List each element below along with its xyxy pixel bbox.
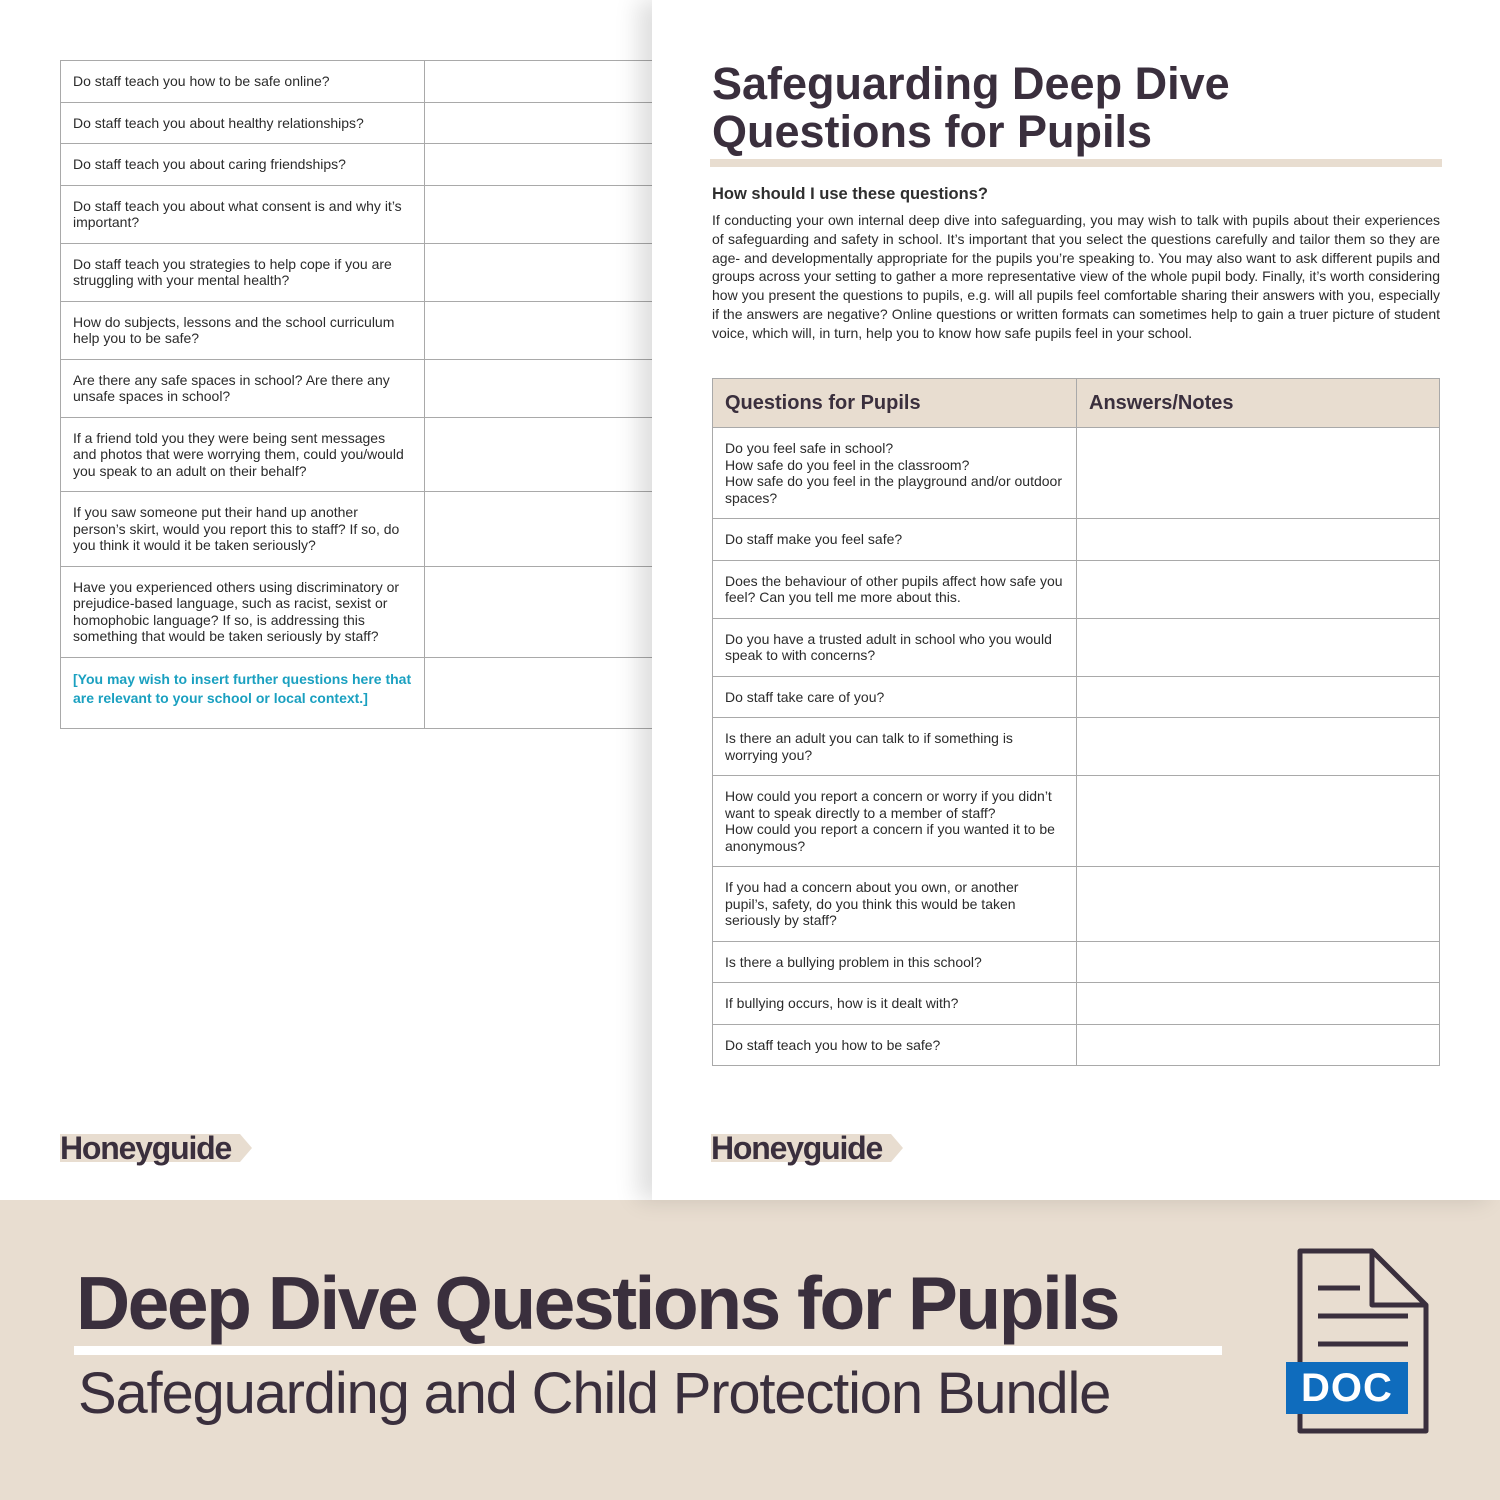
question-cell: Do staff teach you how to be safe online? (61, 61, 425, 103)
question-cell (713, 618, 1077, 676)
question-line: If bullying occurs, how is it dealt with? (725, 995, 959, 1011)
answer-cell[interactable] (1077, 618, 1440, 676)
question-line: Does the behaviour of other pupils affect how safe you feel? Can you tell me more about this. (725, 572, 1063, 605)
question-cell: Are there any safe spaces in school? Are there any unsafe spaces in school? (61, 359, 425, 417)
question-cell (713, 867, 1077, 942)
table-row (61, 359, 660, 417)
question-line: If you had a concern about you own, or another pupil’s, safety, do you think this would be taken seriously by staff? (725, 879, 1019, 928)
table-row (61, 102, 660, 144)
banner-subtitle: Safeguarding and Child Protection Bundle (78, 1361, 1111, 1426)
banner-underline (74, 1346, 1222, 1355)
table-row (713, 983, 1440, 1025)
table-row (61, 492, 660, 567)
question-line: How could you report a concern or worry if you didn’t want to speak directly to a member of staff? (725, 788, 1052, 821)
answer-cell[interactable] (425, 185, 660, 243)
section-heading: How should I use these questions? (712, 185, 988, 203)
question-cell: How do subjects, lessons and the school curriculum help you to be safe? (61, 301, 425, 359)
question-cell (713, 428, 1077, 519)
table-row (713, 1024, 1440, 1066)
table-row (713, 428, 1440, 519)
answer-cell[interactable] (425, 61, 660, 103)
table-row (713, 676, 1440, 718)
left-page (0, 0, 660, 1200)
table-row (713, 776, 1440, 867)
left-questions-table (60, 60, 660, 729)
answer-cell[interactable] (425, 359, 660, 417)
answer-cell[interactable] (1077, 560, 1440, 618)
question-cell (713, 983, 1077, 1025)
question-cell: If you saw someone put their hand up another person’s skirt, would you report this to staff? If so, do you think it would it be taken seriously? (61, 492, 425, 567)
question-cell (713, 941, 1077, 983)
answer-cell[interactable] (1077, 983, 1440, 1025)
intro-paragraph: If conducting your own internal deep dive into safeguarding, you may wish to talk with pupils about their experiences of safeguarding and safety in school. It’s important that you select the questions carefully and tailor them so they are age- and developmentally appropriate for the pupils you’re speaking to. You may also want to ask different pupils and groups across your setting to gather a more representative view of the whole pupil body. Finally, it’s worth considering how you present the questions to pupils, e.g. will all pupils feel comfortable sharing their answers with you, especially if the answers are negative? Online questions or written formats can sometimes help to gain a truer picture of student voice, which will, in turn, help you to know how safe pupils feel in your school. (712, 212, 1440, 341)
question-line: Do you have a trusted adult in school who you would speak to with concerns? (725, 630, 1052, 663)
answer-cell[interactable] (1077, 676, 1440, 718)
answer-cell[interactable] (425, 492, 660, 567)
question-line: How safe do you feel in the playground and/or outdoor spaces? (725, 473, 1063, 506)
question-line: Do staff teach you how to be safe? (725, 1036, 941, 1053)
logo-text: Honeyguide (711, 1130, 883, 1166)
table-row (61, 657, 660, 728)
question-cell (713, 676, 1077, 718)
table-row (713, 618, 1440, 676)
column-header-questions: Questions for Pupils (713, 379, 1077, 428)
table-row (61, 301, 660, 359)
question-cell: Do staff teach you about caring friendships? (61, 144, 425, 186)
question-line: Do staff take care of you? (725, 688, 885, 705)
table-row (61, 144, 660, 186)
answer-cell[interactable] (425, 417, 660, 492)
answer-cell[interactable] (1077, 428, 1440, 519)
answer-cell[interactable] (1077, 941, 1440, 983)
question-cell: If a friend told you they were being sent messages and photos that were worrying them, could you/would you speak to an adult on their behalf? (61, 417, 425, 492)
question-line: Do you feel safe in school? (725, 440, 894, 456)
question-cell: Do staff teach you about what consent is and why it’s important? (61, 185, 425, 243)
table-row (713, 519, 1440, 561)
answer-cell[interactable] (1077, 1024, 1440, 1066)
table-row (61, 566, 660, 657)
table-row (713, 867, 1440, 942)
file-type-label: DOC (1301, 1366, 1393, 1410)
question-cell (713, 718, 1077, 776)
question-line: How safe do you feel in the classroom? (725, 456, 970, 473)
question-line: Is there a bullying problem in this school? (725, 953, 982, 970)
honeyguide-logo (60, 1128, 231, 1168)
answer-cell[interactable] (1077, 776, 1440, 867)
banner-title: Deep Dive Questions for Pupils (76, 1261, 1118, 1345)
question-cell (713, 519, 1077, 561)
table-row (713, 941, 1440, 983)
question-line: Do staff make you feel safe? (725, 531, 903, 547)
document-title: Safeguarding Deep Dive Questions for Pupils (712, 58, 1230, 157)
table-row (713, 560, 1440, 618)
answer-cell[interactable] (1077, 519, 1440, 561)
question-cell: Do staff teach you about healthy relationships? (61, 102, 425, 144)
questions-table (712, 378, 1440, 1066)
question-cell (713, 560, 1077, 618)
question-cell: Do staff teach you strategies to help cope if you are struggling with your mental health? (61, 243, 425, 301)
custom-questions-note: [You may wish to insert further questions here that are relevant to your school or local context.] (61, 657, 425, 728)
logo-text: Honeyguide (60, 1130, 232, 1166)
column-header-answers: Answers/Notes (1077, 379, 1440, 428)
answer-cell[interactable] (425, 566, 660, 657)
question-line: How could you report a concern if you wanted it to be anonymous? (725, 821, 1055, 854)
honeyguide-logo (711, 1128, 882, 1168)
table-row (61, 185, 660, 243)
answer-cell[interactable] (425, 657, 660, 728)
answer-cell[interactable] (425, 243, 660, 301)
table-row (61, 61, 660, 103)
table-row (713, 718, 1440, 776)
answer-cell[interactable] (425, 102, 660, 144)
question-line: Is there an adult you can talk to if something is worrying you? (725, 730, 1013, 763)
question-cell (713, 776, 1077, 867)
table-header-row (713, 379, 1440, 428)
question-cell (713, 1024, 1077, 1066)
title-underline (710, 159, 1442, 167)
answer-cell[interactable] (425, 144, 660, 186)
question-cell: Have you experienced others using discriminatory or prejudice-based language, such as racist, sexist or homophobic language? If so, is addressing this something that would be taken seriously by staff? (61, 566, 425, 657)
answer-cell[interactable] (1077, 867, 1440, 942)
answer-cell[interactable] (1077, 718, 1440, 776)
answer-cell[interactable] (425, 301, 660, 359)
table-row (61, 417, 660, 492)
table-row (61, 243, 660, 301)
